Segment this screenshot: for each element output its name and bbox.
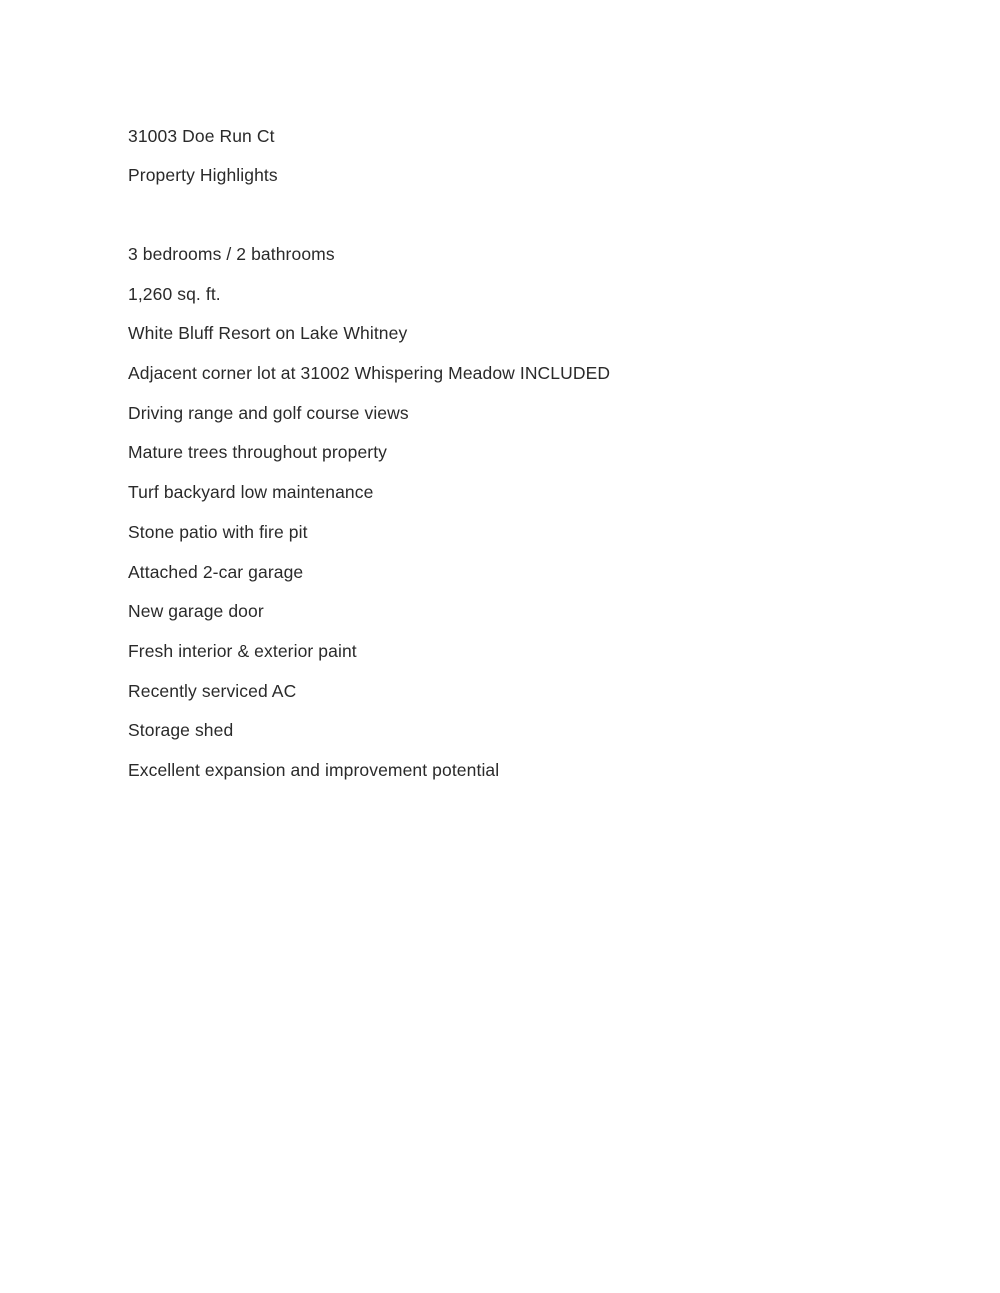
property-address: 31003 Doe Run Ct — [128, 126, 275, 146]
highlights-list — [128, 243, 610, 799]
highlight-item: New garage door — [128, 601, 264, 622]
highlight-item: 3 bedrooms / 2 bathrooms — [128, 244, 335, 264]
highlight-item: Adjacent corner lot at 31002 Whispering Meadow INCLUDED — [128, 363, 611, 384]
highlight-item: 1,260 sq. ft. — [128, 283, 221, 304]
highlight-item: Mature trees throughout property — [128, 442, 388, 463]
highlight-item: Storage shed — [128, 720, 234, 741]
highlight-item: White Bluff Resort on Lake Whitney — [128, 323, 408, 344]
highlight-item: Attached 2-car garage — [128, 561, 304, 582]
section-heading: Property Highlights — [128, 165, 278, 185]
highlight-item: Recently serviced AC — [128, 680, 297, 701]
highlight-item: Turf backyard low maintenance — [128, 482, 374, 503]
highlight-item: Excellent expansion and improvement potential — [128, 759, 500, 780]
highlight-item: Driving range and golf course views — [128, 402, 409, 423]
highlight-item: Stone patio with fire pit — [128, 521, 308, 542]
highlight-item: Fresh interior & exterior paint — [128, 640, 357, 661]
